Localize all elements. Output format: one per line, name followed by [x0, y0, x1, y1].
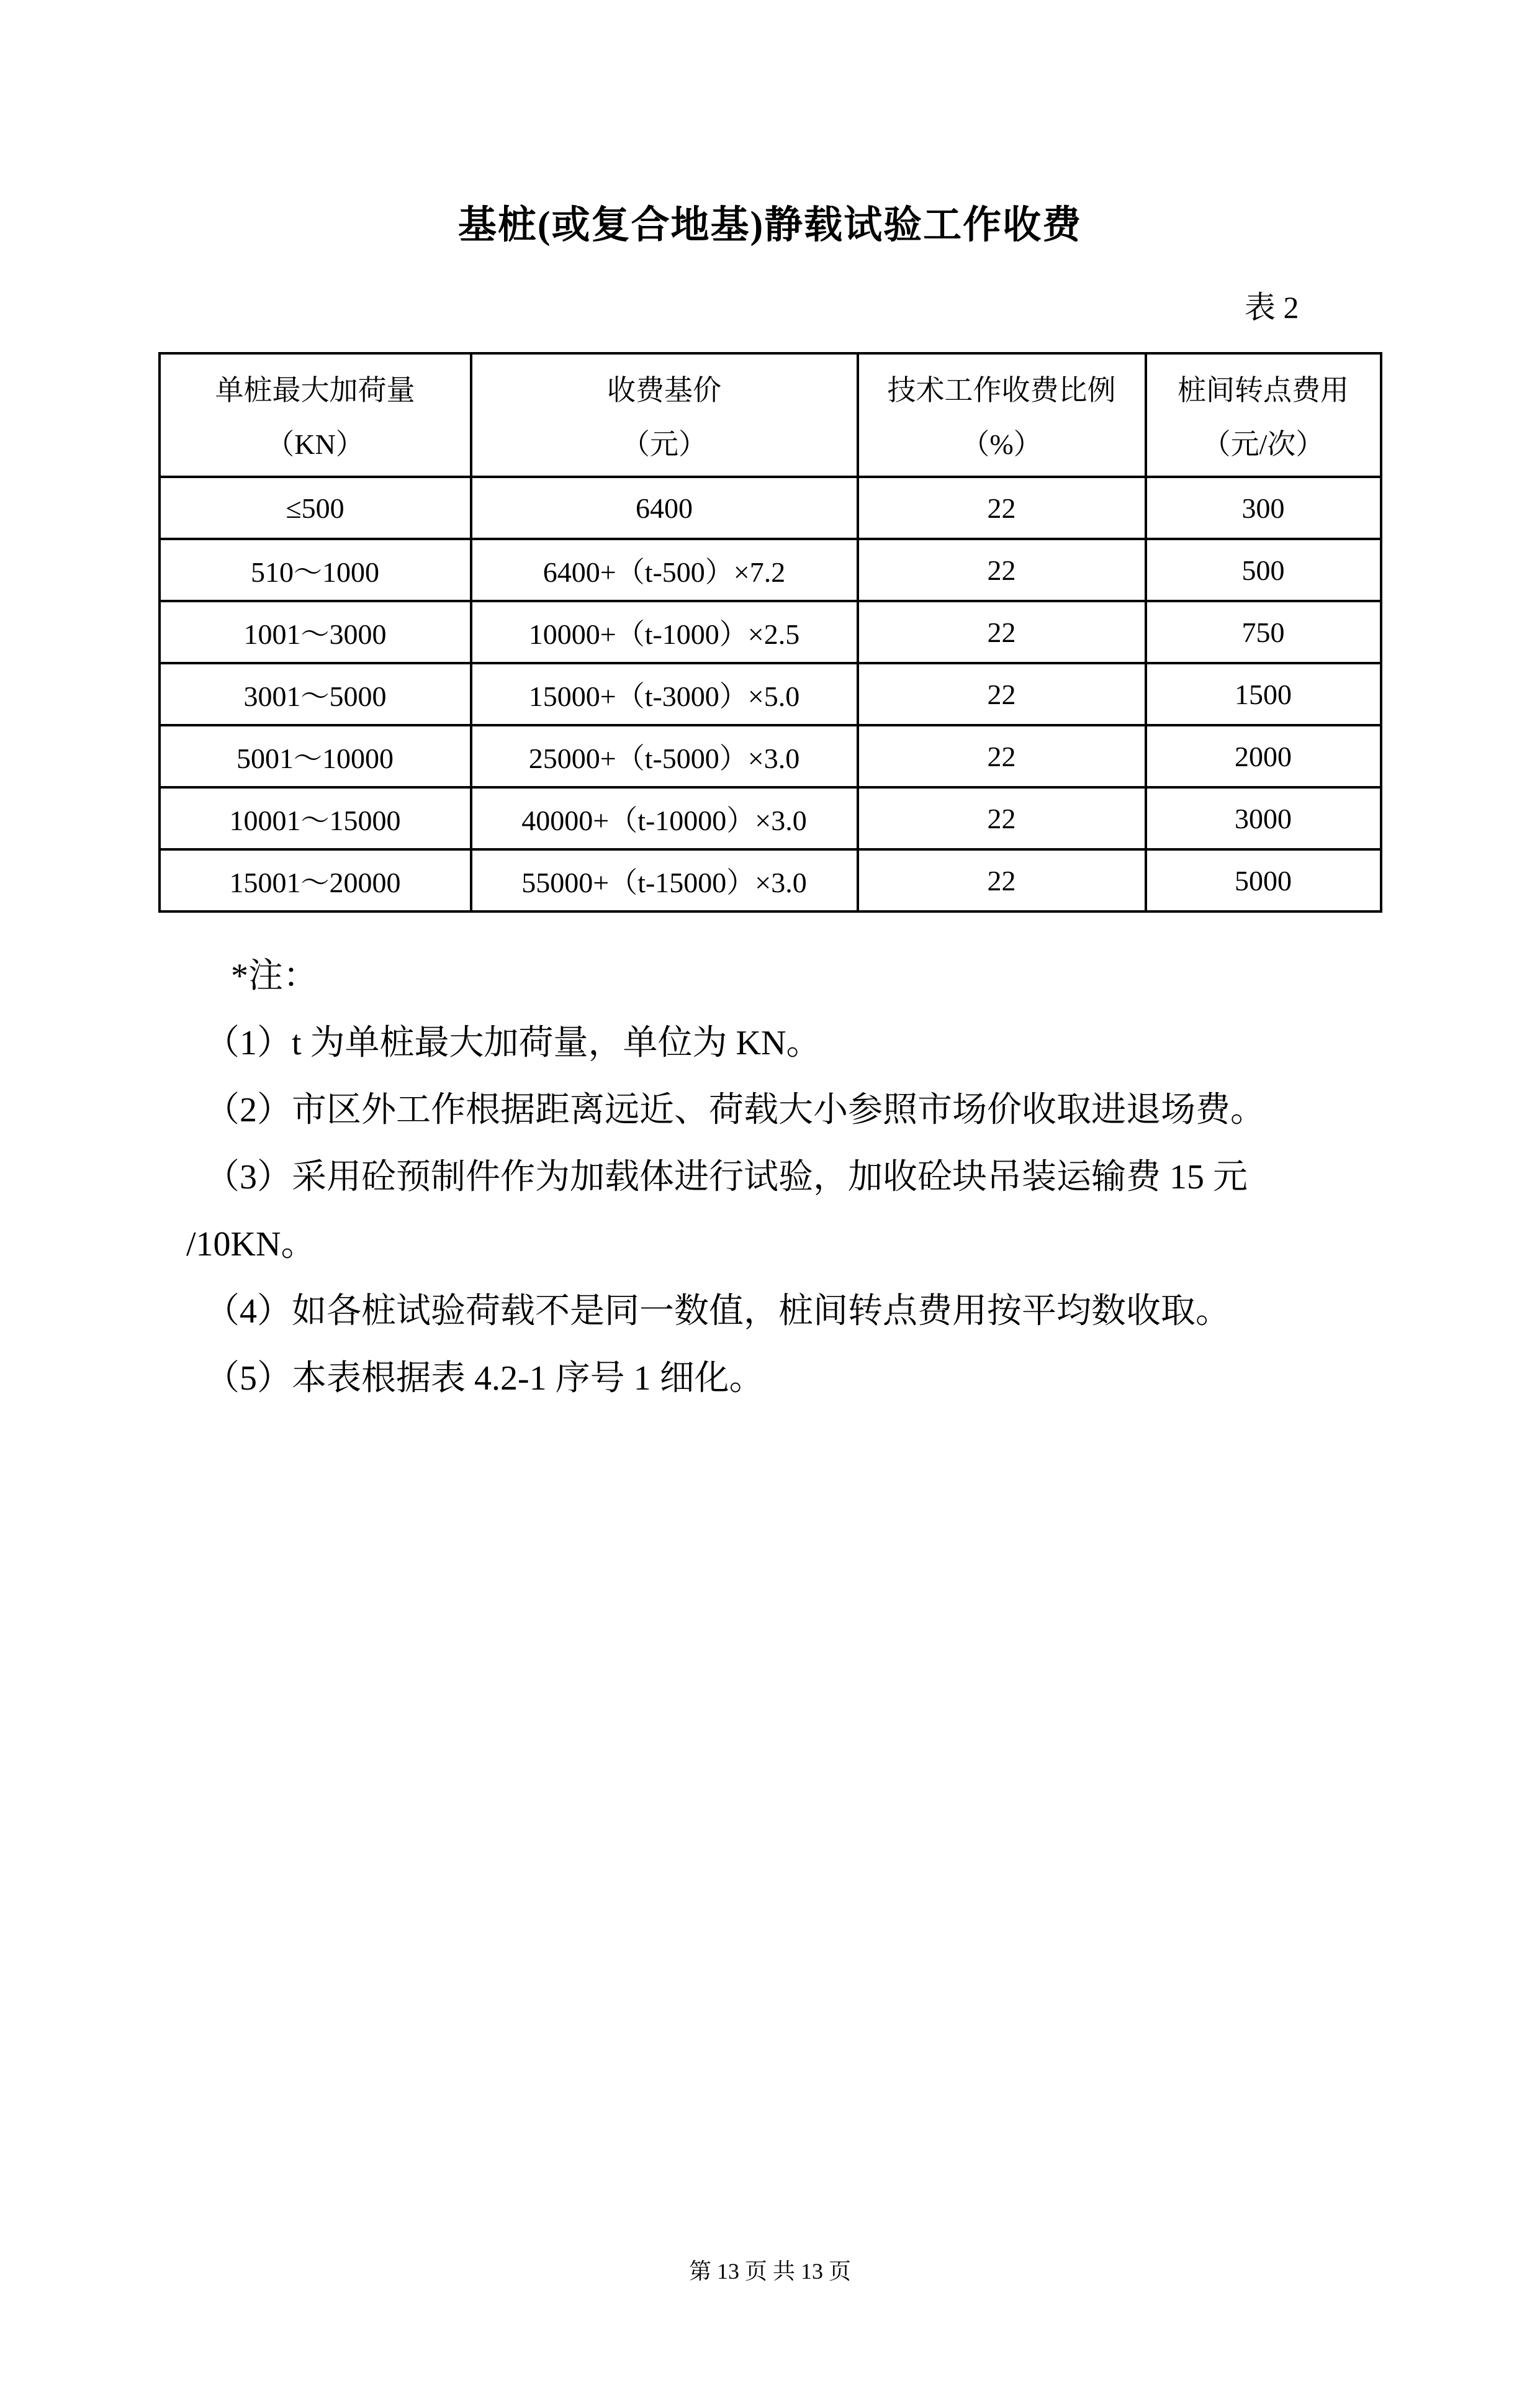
cell-base-price: 6400+（t-500）×7.2 — [471, 539, 858, 601]
cell-move-fee: 1500 — [1146, 663, 1381, 725]
header-cell-base-price — [471, 353, 858, 477]
cell-base-price: 10000+（t-1000）×2.5 — [471, 601, 858, 663]
header-wrap — [859, 355, 1145, 476]
note-item-4: （4）如各桩试验荷载不是同一数值，桩间转点费用按平均数收取。 — [205, 1292, 1230, 1331]
document-page — [0, 205, 1540, 2383]
cell-tech-ratio: 22 — [858, 601, 1146, 663]
cell-load-range: 1001～3000 — [160, 601, 471, 663]
page-title: 基桩(或复合地基)静载试验工作收费 — [457, 204, 1083, 246]
note-item-5: （5）本表根据表 4.2-1 序号 1 细化。 — [205, 1359, 764, 1398]
cell-move-fee: 2000 — [1146, 725, 1381, 787]
cell-load-range: 15001～20000 — [160, 849, 471, 911]
header-text-line2: （元/次） — [1202, 428, 1325, 460]
header-text-line2: （元） — [621, 428, 707, 460]
header-text-line1: 单桩最大加荷量 — [215, 374, 415, 406]
cell-tech-ratio: 22 — [858, 849, 1146, 911]
cell-base-price: 25000+（t-5000）×3.0 — [471, 725, 858, 787]
cell-load-range: 3001～5000 — [160, 663, 471, 725]
fee-table — [158, 352, 1382, 913]
cell-base-price: 40000+（t-10000）×3.0 — [471, 787, 858, 849]
note-item-2: （2）市区外工作根据距离远近、荷载大小参照市场价收取进退场费。 — [205, 1091, 1265, 1129]
cell-base-price: 15000+（t-3000）×5.0 — [471, 663, 858, 725]
cell-tech-ratio: 22 — [858, 787, 1146, 849]
table-row — [160, 849, 1381, 911]
cell-move-fee: 300 — [1146, 477, 1381, 539]
cell-load-range: 5001～10000 — [160, 725, 471, 787]
table-number-label: 表 2 — [1245, 290, 1299, 325]
table-row — [160, 601, 1381, 663]
cell-tech-ratio: 22 — [858, 725, 1146, 787]
table-header-row — [160, 353, 1381, 477]
header-text-line1: 桩间转点费用 — [1178, 374, 1349, 406]
cell-tech-ratio: 22 — [858, 663, 1146, 725]
note-item-3: （3）采用砼预制件作为加载体进行试验，加收砼块吊装运输费 15 元 — [205, 1158, 1248, 1196]
cell-tech-ratio: 22 — [858, 477, 1146, 539]
note-item-3-continuation: /10KN。 — [186, 1225, 316, 1264]
header-wrap — [161, 355, 470, 476]
cell-base-price: 6400 — [471, 477, 858, 539]
cell-load-range: 510～1000 — [160, 539, 471, 601]
page-footer: 第 13 页 共 13 页 — [688, 2259, 851, 2284]
cell-load-range: ≤500 — [160, 477, 471, 539]
table-row — [160, 787, 1381, 849]
cell-move-fee: 750 — [1146, 601, 1381, 663]
cell-tech-ratio: 22 — [858, 539, 1146, 601]
header-wrap — [1147, 355, 1380, 476]
header-text-line2: （KN） — [266, 428, 364, 460]
cell-move-fee: 5000 — [1146, 849, 1381, 911]
table-row — [160, 539, 1381, 601]
cell-move-fee: 3000 — [1146, 787, 1381, 849]
table-row — [160, 663, 1381, 725]
header-wrap — [472, 355, 857, 476]
table-row — [160, 725, 1381, 787]
header-text-line2: （%） — [961, 428, 1042, 460]
notes-section — [186, 943, 1428, 1412]
cell-move-fee: 500 — [1146, 539, 1381, 601]
header-text-line1: 技术工作收费比例 — [887, 374, 1116, 406]
header-cell-tech-ratio — [858, 353, 1146, 477]
header-cell-max-load — [160, 353, 471, 477]
table-row — [160, 477, 1381, 539]
notes-label: *注： — [231, 957, 318, 995]
header-text-line1: 收费基价 — [607, 374, 721, 406]
cell-base-price: 55000+（t-15000）×3.0 — [471, 849, 858, 911]
note-item-1: （1）t 为单桩最大加荷量，单位为 KN。 — [205, 1024, 821, 1062]
header-cell-move-fee — [1146, 353, 1381, 477]
cell-load-range: 10001～15000 — [160, 787, 471, 849]
